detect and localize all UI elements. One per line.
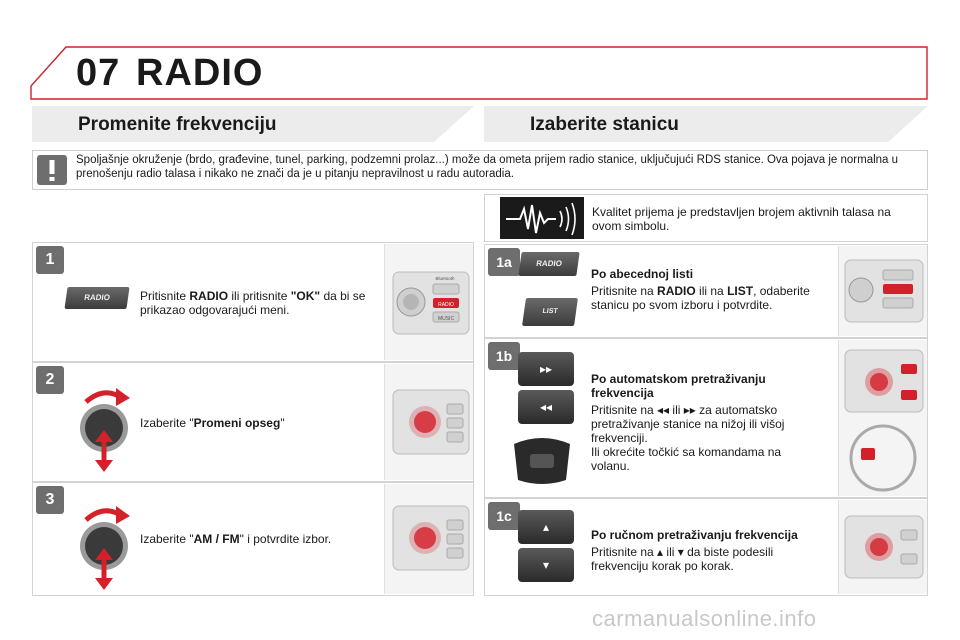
thumb-music-label: MUSIC	[437, 316, 455, 322]
heading-corner-decoration	[434, 106, 474, 142]
control-panel-illustration	[385, 484, 473, 594]
step-1c-title: Po ručnom pretraživanju frekvencija	[591, 528, 798, 542]
step-badge-1c: 1c	[488, 502, 520, 530]
step-badge-2: 2	[36, 366, 64, 394]
tune-down-symbol: ▾	[677, 545, 684, 559]
section-heading-change-frequency	[32, 106, 474, 142]
thumb-bluetooth-label: Bluetooth	[435, 276, 455, 281]
control-panel-thumbnail	[838, 246, 927, 336]
step-badge-1: 1	[36, 246, 64, 274]
rotary-knob-rotate-icon	[72, 380, 136, 472]
control-panel-thumbnail	[838, 500, 927, 594]
control-panel-thumbnail	[384, 364, 473, 480]
seek-back-button-image: ◂◂	[518, 390, 574, 424]
watermark: carmanualsonline.info	[592, 606, 817, 631]
step-badge-3: 3	[36, 486, 64, 514]
step-1c-text: Pritisnite na ▴ ili ▾ da biste podesili frekvenciju korak po korak.	[591, 545, 774, 573]
tune-up-symbol: ▴	[657, 545, 664, 559]
radio-button-image: RADIO	[518, 252, 579, 276]
step-1-text: Pritisnite RADIO ili pritisnite "OK" da bi se prikazao odgovarajući meni.	[140, 289, 366, 317]
control-panel-thumbnail	[384, 244, 473, 360]
steering-wheel-control-icon	[510, 436, 574, 486]
rotary-knob-press-icon	[72, 498, 136, 590]
list-button-image: LIST	[522, 298, 578, 326]
section-heading-text: Izaberite stanicu	[530, 114, 679, 135]
seek-forward-button-image: ▸▸	[518, 352, 574, 386]
control-panel-illustration	[839, 340, 927, 496]
step-1a-text: Pritisnite na RADIO ili na LIST, odaberite stanicu po svom izboru i potvrdite.	[591, 284, 810, 312]
tune-down-button-image: ▾	[518, 548, 574, 582]
reception-quality-text: Kvalitet prijema je predstavljen brojem aktivnih talasa na ovom simbolu.	[592, 205, 891, 233]
step-badge-1b: 1b	[488, 342, 520, 370]
heading-corner-decoration	[888, 106, 928, 142]
control-panel-illustration	[839, 500, 927, 594]
step-3-text: Izaberite "AM / FM" i potvrdite izbor.	[140, 532, 332, 546]
signal-waves-icon	[500, 197, 584, 239]
control-panel-illustration	[385, 364, 473, 480]
step-badge-1a: 1a	[488, 248, 520, 276]
step-1b-text: Pritisnite na ◂◂ ili ▸▸ za automatsko pretraživanje stanice na nižoj ili višoj frekvenciji.	[591, 403, 785, 445]
control-panel-illustration	[385, 244, 473, 360]
section-heading-text: Promenite frekvenciju	[78, 114, 277, 135]
step-1b-text-2: Ili okrećite točkić sa komandama na volanu.	[591, 445, 782, 473]
section-heading-select-station	[484, 106, 928, 142]
control-panel-thumbnail	[384, 484, 473, 594]
step-1b-title: Po automatskom pretraživanju frekvencija	[591, 372, 766, 400]
chapter-number: 07	[76, 52, 121, 94]
chapter-title: RADIO	[136, 52, 264, 94]
thumb-radio-label: RADIO	[438, 302, 454, 308]
seek-back-symbol: ◂◂	[657, 403, 670, 417]
warning-exclamation-icon	[34, 152, 70, 188]
step-2-text: Izaberite "Promeni opseg"	[140, 416, 285, 430]
control-panel-illustration	[839, 246, 927, 336]
step-1a-title: Po abecednoj listi	[591, 267, 694, 281]
tune-up-button-image: ▴	[518, 510, 574, 544]
control-panel-and-wheel-thumbnail	[838, 340, 927, 496]
radio-button-image: RADIO	[64, 287, 129, 309]
warning-text: Spoljašnje okruženje (brdo, građevine, tunel, parking, podzemni prolaz...) može da ometa prijem radio stanice, uključujući RDS stanice. Ova pojava je normalna u prenošenju radio talasa i nikako ne znači da je u pitanju nepravilnost u radu autoradia.	[76, 154, 899, 180]
seek-forward-symbol: ▸▸	[683, 403, 696, 417]
